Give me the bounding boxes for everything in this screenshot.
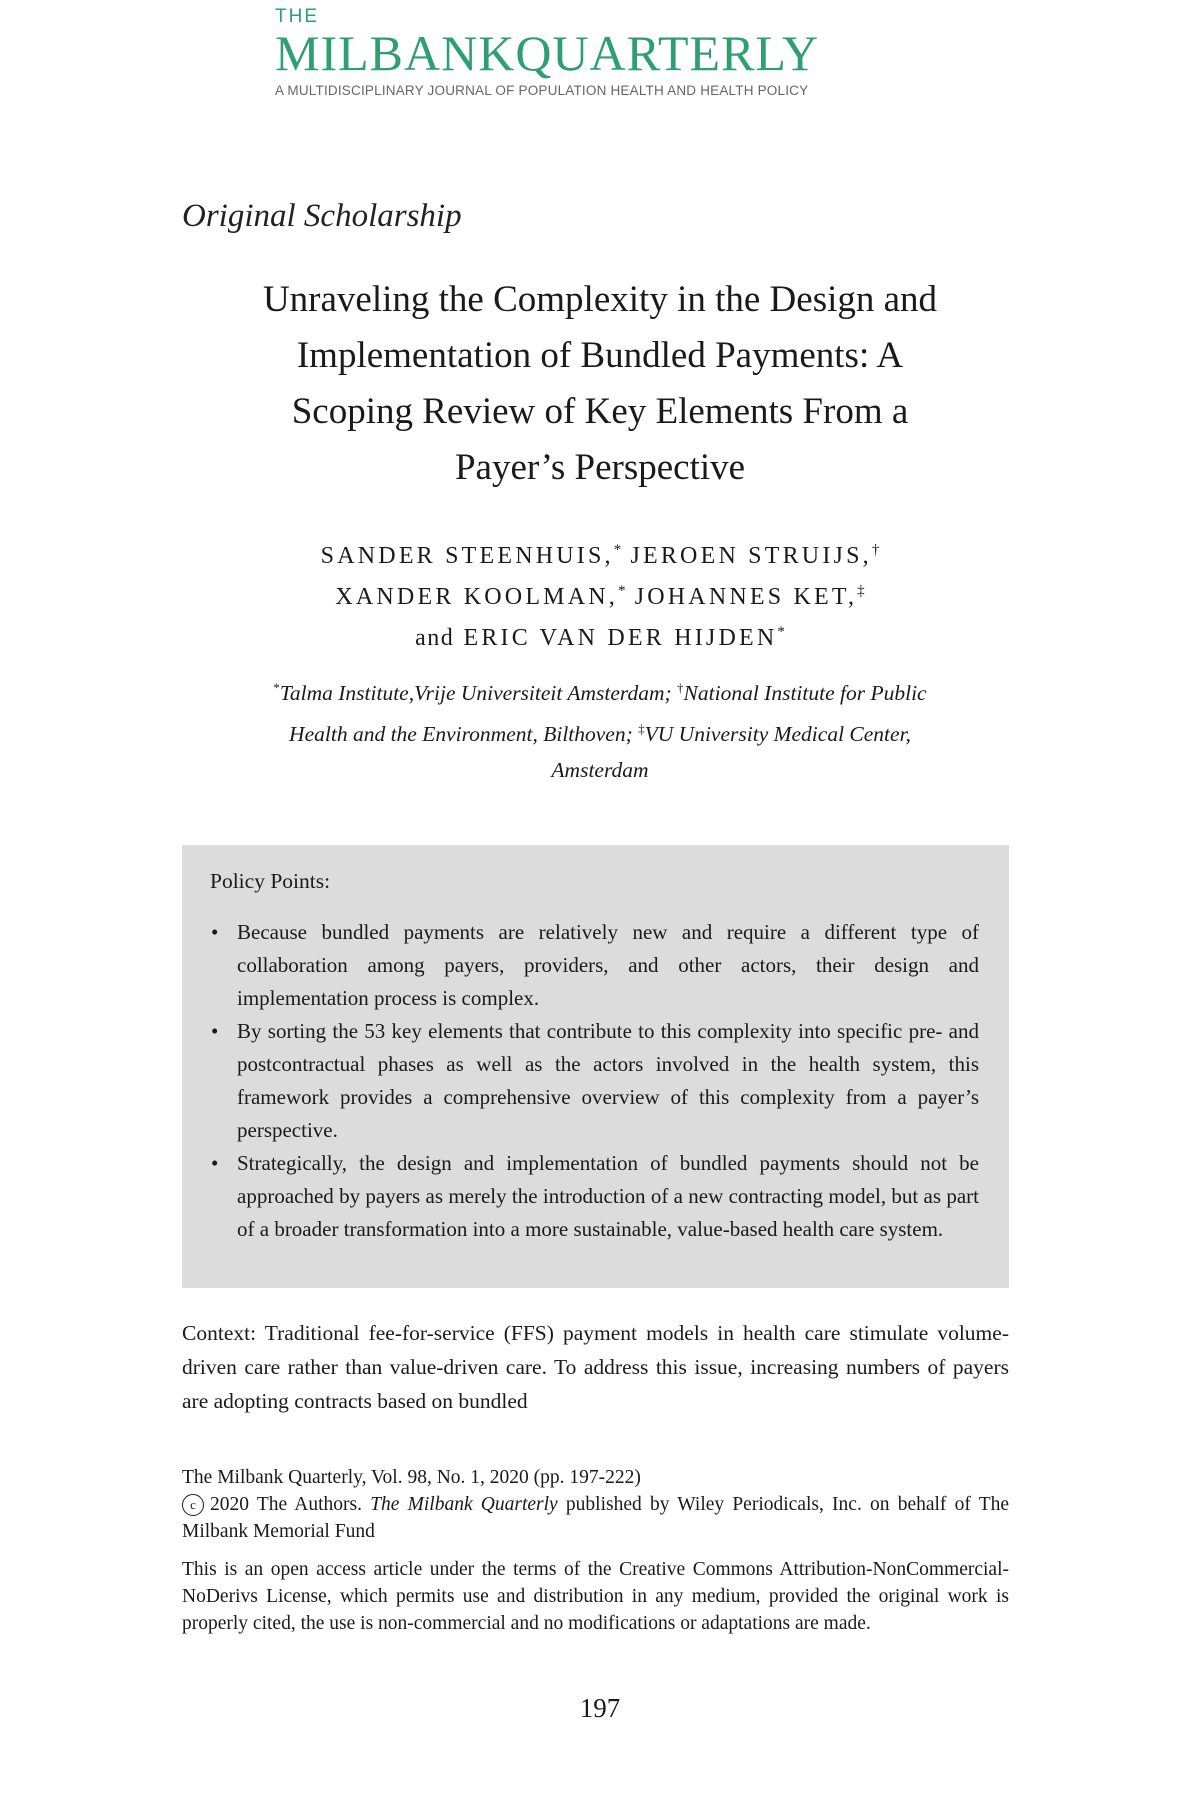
- journal-masthead: [275, 6, 819, 100]
- masthead-tagline: A MULTIDISCIPLINARY JOURNAL OF POPULATION HEALTH AND HEALTH POLICY: [275, 83, 809, 98]
- affiliation-marker: *: [777, 624, 785, 640]
- copyright-post: published by Wiley Periodicals, Inc. on behalf of The Milbank Memorial Fund: [182, 1494, 1010, 1542]
- context-text: Traditional fee-for-service (FFS) payment models in health care stimulate volume-driven care rather than value-driven care. To address this issue, increasing numbers of payers are adopting contracts based on bundled: [182, 1321, 1009, 1413]
- bullet-icon: •: [211, 1019, 219, 1043]
- author-name: ERIC VAN DER HIJDEN: [463, 625, 778, 651]
- author-list: [160, 533, 1040, 656]
- masthead-the: THE: [275, 6, 319, 27]
- copyright-pre: 2020 The Authors.: [210, 1494, 362, 1515]
- affiliation-marker: ‡: [638, 721, 645, 737]
- policy-point: [210, 1015, 979, 1147]
- article-title: [160, 272, 1040, 496]
- citation-line: The Milbank Quarterly, Vol. 98, No. 1, 2020 (pp. 197-222): [182, 1467, 641, 1488]
- title-line: Scoping Review of Key Elements From a: [291, 391, 909, 432]
- author-conjunction: and: [415, 625, 455, 651]
- policy-point: [210, 916, 979, 1015]
- journal-name-italic: The Milbank Quarterly: [370, 1494, 558, 1515]
- affiliation-marker: *: [613, 542, 622, 558]
- abstract-context: [182, 1316, 1009, 1418]
- copyright-icon: c: [182, 1494, 204, 1516]
- bullet-icon: •: [211, 1151, 219, 1175]
- author-name: SANDER STEENHUIS,: [320, 543, 614, 569]
- affiliation-marker: †: [677, 680, 684, 695]
- section-label: Original Scholarship: [182, 198, 462, 234]
- affiliation-text: Health and the Environment, Bilthoven;: [289, 722, 633, 747]
- affiliations: [160, 670, 1040, 788]
- policy-points-list: [210, 916, 979, 1246]
- policy-point: [210, 1147, 979, 1246]
- policy-point-text: Strategically, the design and implementation of bundled payments should not be approached by payers as merely the introduction of a new contracting model, but as part of a broader transformation into a more sustainable, value-based health care system.: [237, 1151, 979, 1241]
- affiliation-text: National Institute for Public: [683, 681, 927, 706]
- article-footer: [182, 1464, 1009, 1637]
- affiliation-marker: ‡: [857, 583, 865, 599]
- affiliation-text: Talma Institute,Vrije Universiteit Amsterdam;: [279, 681, 672, 706]
- affiliation-marker: *: [617, 583, 626, 599]
- policy-points-heading: Policy Points:: [210, 869, 331, 893]
- affiliation-text: VU University Medical Center,: [644, 722, 911, 747]
- page-number: 197: [579, 1693, 621, 1723]
- affiliation-text: Amsterdam: [551, 758, 649, 783]
- author-name: XANDER KOOLMAN,: [335, 584, 618, 610]
- context-label: Context:: [182, 1321, 257, 1345]
- copyright-line: [182, 1491, 1009, 1545]
- title-line: Unraveling the Complexity in the Design and: [262, 279, 938, 320]
- author-name: JEROEN STRUIJS,: [630, 543, 872, 569]
- policy-points-box: [182, 845, 1009, 1288]
- policy-point-text: By sorting the 53 key elements that contribute to this complexity into specific pre- and postcontractual phases as well as the actors involved in the health system, this framework provides a comprehensive overview of this complexity from a payer’s perspective.: [237, 1019, 979, 1142]
- author-name: JOHANNES KET,: [634, 584, 858, 610]
- bullet-icon: •: [211, 920, 219, 944]
- license-text: This is an open access article under the terms of the Creative Commons Attribution-NonCommercial-NoDerivs License, which permits use and distribution in any medium, provided the original work is properly cited, the use is non-commercial and no modifications or adaptations are made.: [182, 1559, 1009, 1634]
- masthead-journal-name: MILBANKQUARTERLY: [275, 25, 820, 81]
- title-line: Payer’s Perspective: [454, 447, 746, 488]
- affiliation-marker: *: [273, 680, 280, 695]
- affiliation-marker: †: [871, 542, 880, 558]
- title-line: Implementation of Bundled Payments: A: [296, 335, 904, 376]
- policy-point-text: Because bundled payments are relatively new and require a different type of collaboration among payers, providers, and other actors, their design and implementation process is complex.: [237, 920, 979, 1010]
